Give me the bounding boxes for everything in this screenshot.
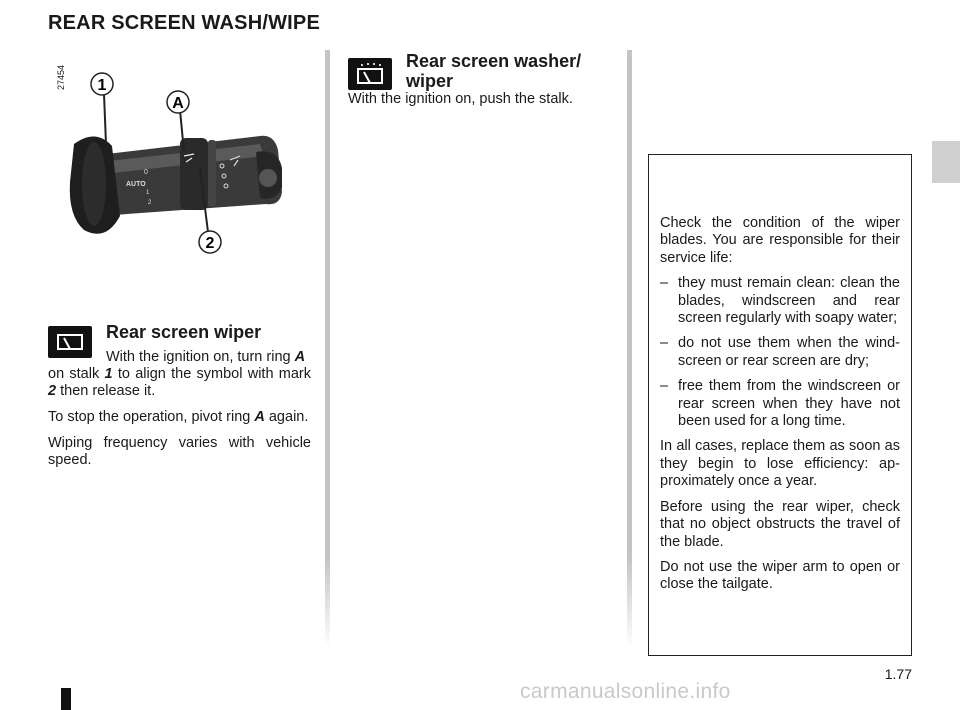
bullet-dash: – [660,335,669,352]
footer-marker [61,688,71,710]
stalk-label-1: 1 [146,190,150,196]
text-span: With the ignition on, turn ring [106,349,295,365]
bullet-dash: – [660,275,669,292]
column-divider-right [627,50,632,648]
text-span: To stop the operation, pivot ring [48,409,255,425]
note-content [660,215,900,602]
stalk-label-0: 0 [144,169,148,176]
wiper-stalk-drawing [60,66,300,266]
note-paragraph-4: Do not use the wiper arm to open or close the tailgate. [660,558,900,593]
note-paragraph-2: In all cases, replace them as soon as they begin to lose efficiency: ap-proximately once a year. [660,438,900,490]
callout-2: 2 [205,235,215,252]
text-span: then release it. [56,383,156,399]
note-bullet-text: free them from the windscreen or rear screen when they have not been used for a long time. [678,378,900,430]
note-paragraph-1: Check the condition of the wiper blades. You are responsible for their service life: [660,215,900,266]
page-number: 1.77 [884,666,912,682]
stalk-label-auto: AUTO [126,181,146,188]
stalk-end-rim [82,142,106,226]
ref-ring-a: A [254,409,265,425]
stalk-label-2: 2 [148,200,152,206]
text-span: to align the symbol with mark [112,366,311,382]
ref-mark-2: 2 [48,383,57,399]
ref-stalk-1: 1 [104,366,113,382]
wiper-stalk-illustration [60,66,300,266]
note-bullet-text: do not use them when the wind-screen or rear screen are dry; [678,335,900,369]
section-tab [932,141,960,183]
text-span: on stalk [48,366,105,382]
rear-wiper-paragraph-2 [48,409,311,426]
page-title: REAR SCREEN WASH/WIPE [48,12,321,34]
rear-wiper-paragraph-1 [48,349,311,366]
note-bullet [660,378,900,430]
bullet-dash: – [660,378,669,395]
figure-reference: 27454 [56,64,66,90]
callout-a: A [172,95,184,112]
rear-wiper-paragraph-3: Wiping frequency varies with vehicle speed. [48,435,311,468]
rear-washer-heading: Rear screen washer/ wiper [406,51,582,91]
rear-wiper-text [48,349,311,469]
maintenance-note-box [648,154,912,656]
note-bullet-text: they must remain clean: clean the blades, windscreen and rear screen regularly with soapy water; [678,275,900,327]
note-bullet [660,275,900,327]
callout-1: 1 [97,77,107,94]
column-divider-left [325,50,330,648]
rear-washer-wiper-icon [348,58,392,90]
rear-wiper-paragraph-1-cont [48,366,311,400]
note-paragraph-3: Before using the rear wiper, check that no object obstructs the travel of the blade. [660,498,900,550]
ref-ring-a: A [294,349,306,365]
rear-washer-paragraph: With the ignition on, push the stalk. [348,91,573,107]
rear-wiper-heading: Rear screen wiper [106,322,262,342]
leader-1 [104,94,106,144]
note-bullet [660,335,900,370]
watermark: carmanualsonline.info [520,680,731,703]
text-span: again. [264,409,309,425]
